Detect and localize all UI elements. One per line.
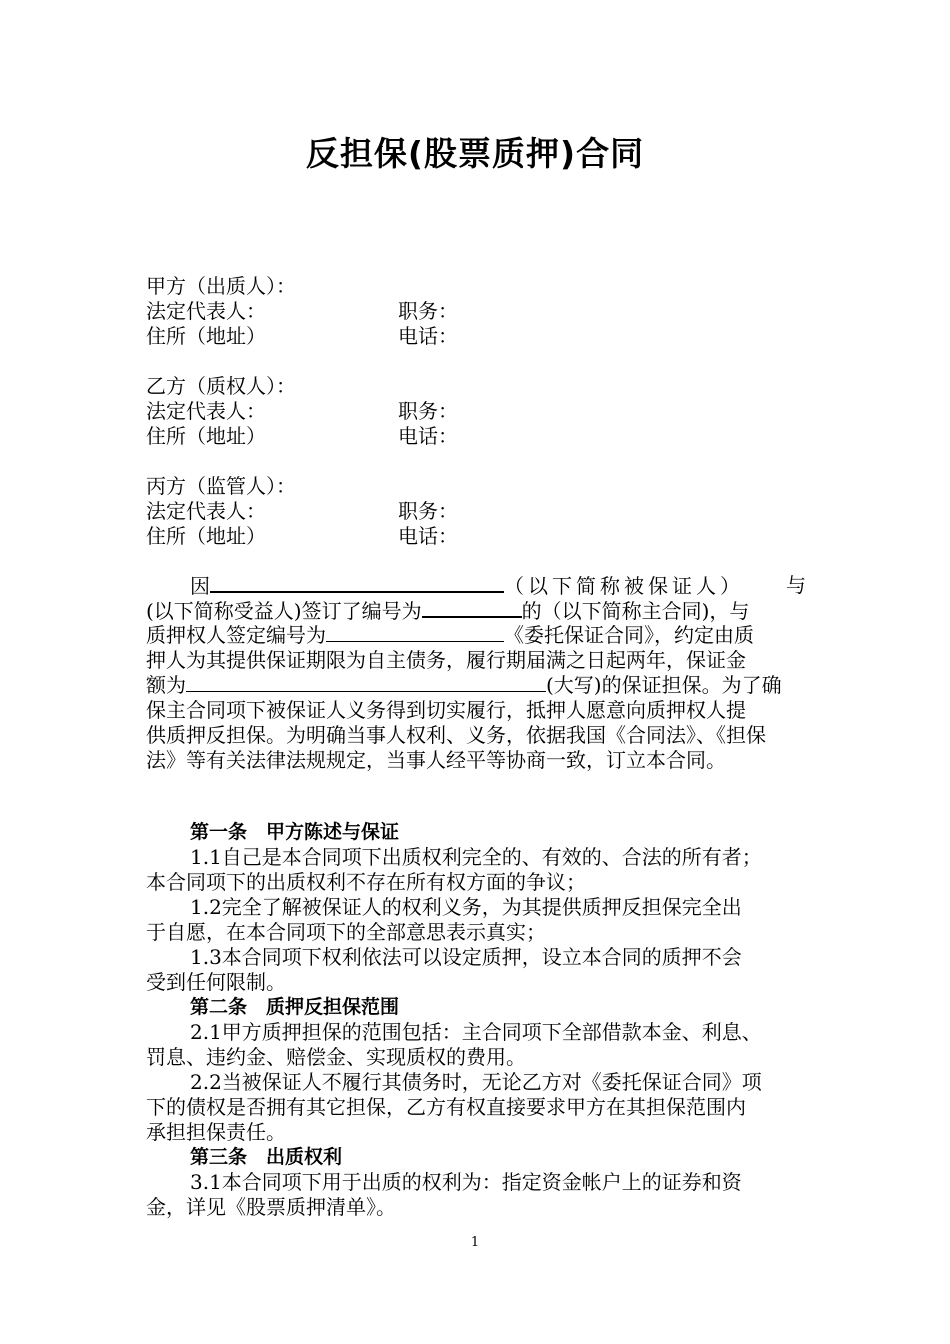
party-c-name-label: 丙方（监管人）： [146,474,296,498]
entrust-contract-number-blank [326,623,504,642]
article-1-heading: 第一条 甲方陈述与保证 [190,821,400,843]
intro-text: (大写)的保证担保。为了确 [546,673,782,697]
intro-text: 额为 [146,673,186,697]
intro-line-1 [146,573,806,598]
intro-line-3 [146,623,806,648]
party-a-phone-label: 电话： [398,324,458,348]
party-b-rep-row [146,399,458,424]
intro-text: （以下简称被保证人） [504,574,744,598]
intro-text: 质押权人签定编号为 [146,623,326,647]
party-c-phone-label: 电话： [398,524,458,548]
amount-blank [186,673,546,692]
intro-text: 《委托保证合同》，约定由质 [504,623,754,647]
party-c-position-label: 职务： [398,499,458,523]
intro-line-8: 法》等有关法律法规规定，当事人经平等协商一致，订立本合同。 [146,748,726,772]
party-a-address-row [146,324,458,349]
party-c-address-row [146,524,458,549]
intro-paragraph [146,573,806,773]
guaranteed-party-blank [210,573,504,593]
intro-line-5 [146,673,806,698]
party-b-address-row [146,424,458,449]
clause-3-1-line-1: 3.1本合同项下用于出质的权利为：指定资金帐户上的证券和资 [190,1170,742,1194]
party-a-rep-label: 法定代表人： [146,299,266,323]
article-2-heading: 第二条 质押反担保范围 [190,996,400,1018]
party-a-name-label: 甲方（出质人）： [146,274,296,298]
clause-1-3-line-2: 受到任何限制。 [146,970,286,994]
party-b-phone-label: 电话： [398,424,458,448]
clause-2-2-line-2: 下的债权是否拥有其它担保，乙方有权直接要求甲方在其担保范围内 [146,1095,746,1119]
party-b-position-label: 职务： [398,399,458,423]
party-a-block [146,274,458,349]
clause-2-2-line-3: 承担担保责任。 [146,1120,286,1144]
clause-2-2-line-1: 2.2当被保证人不履行其债务时，无论乙方对《委托保证合同》项 [190,1070,762,1094]
clause-1-1-line-1: 1.1自己是本合同项下出质权利完全的、有效的、合法的所有者； [190,845,762,869]
party-c-rep-row [146,499,458,524]
clause-1-1-line-2: 本合同项下的出质权利不存在所有权方面的争议； [146,870,586,894]
intro-text: (以下简称受益人)签订了编号为 [146,599,422,623]
clause-2-1-line-2: 罚息、违约金、赔偿金、实现质权的费用。 [146,1045,526,1069]
party-a-position-label: 职务： [398,299,458,323]
party-b-address-label: 住所（地址） [146,424,266,448]
intro-text: 因 [190,574,210,598]
clause-1-3-line-1: 1.3本合同项下权利依法可以设定质押，设立本合同的质押不会 [190,945,742,969]
intro-text: 与 [786,573,806,597]
clause-1-2-line-1: 1.2完全了解被保证人的权利义务，为其提供质押反担保完全出 [190,895,742,919]
clause-3-1-line-2: 金，详见《股票质押清单》。 [146,1195,396,1219]
intro-line-2 [146,598,806,623]
intro-line-7: 供质押反担保。为明确当事人权利、义务，依据我国《合同法》、《担保 [146,723,766,747]
article-3-heading: 第三条 出质权利 [190,1146,343,1168]
party-b-block [146,374,458,449]
party-b-rep-label: 法定代表人： [146,399,266,423]
intro-text: 的（以下简称主合同)，与 [521,599,750,623]
articles-section [146,820,806,1220]
intro-line-6: 保主合同项下被保证人义务得到切实履行，抵押人愿意向质押权人提 [146,698,746,722]
document-title: 反担保(股票质押)合同 [305,134,645,173]
party-b-name-label: 乙方（质权人）： [146,374,296,398]
clause-1-2-line-2: 于自愿，在本合同项下的全部意思表示真实； [146,920,546,944]
party-c-rep-label: 法定代表人： [146,499,266,523]
party-c-address-label: 住所（地址） [146,524,266,548]
clause-2-1-line-1: 2.1甲方质押担保的范围包括：主合同项下全部借款本金、利息、 [190,1020,762,1044]
intro-line-4: 押人为其提供保证期限为自主债务，履行期届满之日起两年，保证金 [146,648,746,672]
party-c-block [146,474,458,549]
party-a-rep-row [146,299,458,324]
party-a-address-label: 住所（地址） [146,324,266,348]
contract-number-blank [422,598,522,618]
page-number: 1 [470,1235,480,1250]
